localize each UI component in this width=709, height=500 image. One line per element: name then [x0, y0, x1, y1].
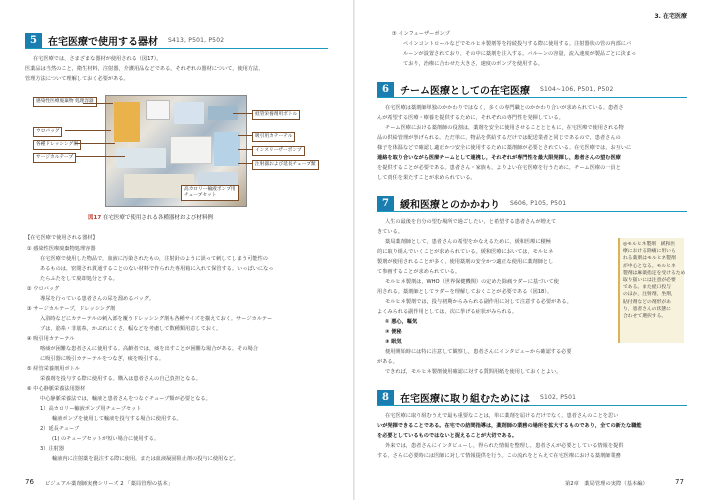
list-line: あるものは，密閉され貫通することのない材料で作られた専用箱に入れて保管する。いっぱいになっ — [40, 266, 274, 272]
page-number-left: 76 — [25, 478, 34, 486]
section6-line: 様子を体温などで確認し適正かつ安全に使用するために薬剤師が必要とされている。在宅医療では，お互いに — [377, 145, 632, 151]
list-line: ② ウロバッグ — [27, 286, 60, 292]
leader-line — [75, 143, 115, 144]
section-title: チーム医療としての在宅医療 — [400, 86, 530, 97]
section6-line: チーム医療における薬剤師の役割は，薬剤を安全に使用させることとともに，在宅医療で使用される物 — [385, 125, 624, 131]
section7-line: 薬局薬剤師として，患者さんの希望をかなえるために，緩和医療に積極 — [385, 239, 551, 245]
leader-line — [233, 113, 252, 114]
section7-line: 的に取り組んでいくことが求められている。緩和医療においては，モルヒネ — [377, 249, 554, 255]
leader-line — [238, 149, 252, 150]
sidenote-line: ◎モルヒネ製剤 緩和医 — [623, 242, 676, 247]
section7-line: 製剤が使用されることが多く，使用薬剤の安全かつ適正な使用に薬剤師とし — [377, 259, 554, 265]
list-line: 喀痰が困難な患者さんに使用する。高齢者では，痰を出すことが困難な場合がある。その場合 — [40, 346, 258, 352]
section8-line: いが発揮できることである。在宅での訪問指導は，薬剤師の業務の場所を拡大するものであり，全ての新たな職能 — [377, 423, 642, 429]
intro-line: 在宅医療では，さまざまな器材が使用される（図17）。 — [33, 56, 162, 62]
label-infuser-pump: インスリーザーポンプ — [252, 146, 305, 156]
leader-line — [65, 130, 111, 131]
section-refs: S104~106, P501, P502 — [540, 86, 614, 93]
label-dressing: 各種ドレッシング剤 — [33, 140, 81, 150]
label-suction-catheter: 吸引用カテーテル — [252, 132, 295, 142]
section-refs: S606, P105, P501 — [510, 200, 567, 207]
list-line: たらふたをして廃却処分とする。 — [40, 276, 118, 282]
label-surgical-tape: サージカルテープ — [33, 153, 76, 163]
section7-line: 便用開始時には特に注意して観察し，患者さんにインタビューから確認する必要 — [385, 349, 572, 355]
list-line: ① 感染性医療廃棄物処理容器 — [27, 246, 96, 252]
leader-line — [75, 156, 125, 157]
list-heading: 【在宅医療で使用される器材】 — [25, 235, 98, 241]
list-line: プは，筋糸・非筋糸，かぶれにくさ，幅などを考慮して数種類用意しておく。 — [40, 326, 222, 332]
bag-shape — [174, 102, 204, 124]
tube-set-shape — [170, 136, 212, 164]
list-line: 輸液ポンプを使用して輸液を投与する場合に使用する。 — [52, 416, 182, 422]
intro-line: 医薬品は当然のこと，衛生材料，注射器，介護用品などである。それぞれの器材について，使用方法， — [25, 66, 264, 72]
list-line: 在宅医療で使用した物品で，血液に汚染されたもの，注射針のように誤って刺してしまう可能性の — [40, 256, 268, 262]
section-title: 緩和医療とのかかわり — [400, 200, 500, 211]
section8-line: 外来では，患者さんにインタビューし，得られた情報を整理し，患者さんが必要としている情報を提供 — [385, 443, 624, 449]
label-syringe: 注射器および延長チューブ類 — [252, 160, 319, 170]
sidenote-line: 貼付剤などの剤形があ — [623, 299, 671, 305]
sidenote-line: 取り扱いには注意が必要 — [623, 278, 676, 284]
sidenote-line: り，患者さんの状態に — [623, 306, 671, 312]
section-title: 在宅医療で使用する器材 — [48, 37, 158, 48]
label-waste-container: 感染性医療廃棄物 処理容器 — [33, 97, 97, 107]
section7-line: できれば，モルヒネ製剤使用確認に対する質問用紙を使用しておくとよい。 — [385, 369, 562, 375]
leader-line — [83, 103, 113, 104]
section6-line: 品の供給管理が挙げられる。ただ単に，物品を供給するだけでは配送業者と同じであるので，患者さんの — [377, 135, 621, 141]
left-page — [0, 0, 353, 500]
syringe-pack-shape — [214, 132, 240, 166]
label-feeding-bottle: 経管栄養剤用ボトル — [252, 110, 300, 120]
dressing-shape — [116, 148, 166, 168]
pump-line: ペインコントロールなどでモルヒネ製剤等を持続投与する際に使用する。注射器状の管の内部にバ — [403, 41, 632, 47]
section8-line: 在宅医療に取り組むうえで最も重要なことは，単に薬剤を届けるだけでなく，患者さんのことを思い — [385, 413, 619, 419]
sidenote-line: が中心となる。モルヒネ — [623, 263, 676, 269]
list-line: 3）注射器 — [40, 446, 65, 452]
list-line: 1）高カロリー輸液ポンプ用チューブセット — [40, 406, 142, 412]
list-line: ⑥ 中心静脈栄養法用器材 — [27, 386, 86, 392]
section6-line: 連絡を取り合いながら医療チームとして連携し，それぞれが専門性を最大限発揮し，患者さんの望む医療 — [377, 155, 621, 161]
list-line: 導尿を行っている患者さんの尿を溜めるバッグ。 — [40, 296, 154, 302]
section-7-header — [377, 196, 687, 212]
leader-line — [238, 163, 252, 164]
side-effect-item: ③ 眠気 — [385, 339, 402, 345]
series-title: ビジュアル薬剤師実務シリーズ 2 「薬局管理の基本」 — [45, 481, 173, 487]
section-number: 8 — [377, 390, 394, 405]
list-line: 2）延長チューブ — [40, 426, 80, 432]
figure-number: 図17 — [88, 215, 102, 221]
section-number: 6 — [377, 82, 394, 97]
section7-line: て参画することが求められている。 — [377, 269, 461, 275]
page-number-right: 77 — [675, 478, 684, 486]
section-number: 7 — [377, 196, 394, 211]
section8-line: する，さらに必要時には医師に対して情報提供を行う。この流れをとらえて在宅医療における薬剤師業務 — [377, 453, 621, 459]
pump-line: ⑦ インフューザーポンプ — [392, 31, 450, 37]
list-line: に吸引器に吸引カテーテルをつなぎ，痰を吸引する。 — [40, 356, 165, 362]
chapter-footer: 第2章 薬局管理の実際（基本編） — [565, 481, 648, 487]
intro-line: 管理方法について理解しておく必要がある。 — [25, 76, 129, 82]
section7-line: モルヒネ製剤では，投与初期からみられる副作用に対して注意する必要がある。 — [385, 299, 572, 305]
side-effect-item: ① 悪心，嘔気 — [385, 319, 418, 325]
section-refs: S413, P501, P502 — [168, 37, 225, 44]
list-line: 入浴時などにカテーテルの刺入部を覆うドレッシング剤も各種サイズを揃えておく。サージカルテー — [40, 316, 273, 322]
list-line: ⑤ 経管栄養剤用ボトル — [27, 366, 80, 372]
section7-line: 用される。薬剤師としてラダーを理解しておくことが必要である（図18）。 — [377, 289, 553, 295]
section-8-header — [377, 390, 687, 406]
section6-line: して責任を果たすことが求められている。 — [377, 175, 476, 181]
pump-line: ルーンが設置されており，その中に薬剤を注入する。バルーンの容量，流入速度が製品ごとに決まっ — [403, 51, 637, 57]
sidenote-line: れる薬剤はモルヒネ製剤 — [623, 256, 676, 262]
list-line: 栄養剤を投与する際に使用する。購入は患者さんの自己負担となる。 — [40, 376, 201, 382]
right-page — [355, 0, 709, 500]
section7-line: きている。 — [377, 229, 403, 235]
list-line: ④ 吸引用カテーテル — [27, 336, 75, 342]
section7-line: よくみられる副作用としては，次に挙げる症状がみられる。 — [377, 309, 518, 315]
section6-line: を提供することが必要である。患者さん・家族も，よりよい在宅医療を行うために，チーム医療の一員と — [377, 165, 621, 171]
sidenote-line: 製剤は麻薬指定を受けるため — [623, 270, 686, 276]
figure-17 — [33, 95, 318, 208]
waste-container-shape — [114, 102, 140, 142]
sidenote-line: 療における除痛に用いら — [623, 249, 676, 255]
section-5-header — [25, 33, 328, 49]
section7-line: モルヒネ製剤は，WHO（世界保健機関）の定めた除痛ラダーに基づいて使 — [385, 279, 559, 285]
bottle-shape — [146, 100, 170, 120]
list-line: 中心静脈栄養法では，輸液と患者さんをつなぐチューブ類が必要となる。 — [40, 396, 211, 402]
side-effect-item: ② 便秘 — [385, 329, 402, 335]
morphine-sidenote — [618, 238, 684, 343]
section-refs: S102, P501 — [540, 394, 577, 401]
figure-caption — [88, 213, 213, 221]
list-line: 輸液内に注射薬を混注する際に使用。または血液凝固阻止剤の投与に使用など。 — [52, 456, 239, 462]
section6-line: 在宅医療は薬剤師単独のかかわりではなく，多くの専門職とのかかわり合いが求められている。患者さ — [385, 105, 624, 111]
list-line: (1) のチューブセットが短い場合に使用する。 — [52, 436, 160, 442]
figure-caption-text: 在宅医療で使用される各種器材および材料例 — [102, 215, 213, 221]
label-tube-set: 高カロリー輸液ポンプ用 チューブセット — [181, 185, 239, 201]
section7-line: がある。 — [377, 359, 398, 365]
leader-line — [238, 135, 252, 136]
section-title: 在宅医療に取り組むためには — [400, 394, 530, 405]
pump-line: ており，治療に合わせた大きさ，速度のポンプを使用する。 — [403, 61, 543, 67]
section7-line: 人生の最後を自分の望む場所で過ごしたい，と希望する患者さんが増えて — [385, 219, 557, 225]
section8-line: を必要としているものではないと捉えることが大切である。 — [377, 433, 518, 439]
list-line: ③ サージカルテープ，ドレッシング剤 — [27, 306, 116, 312]
sidenote-line: のほか，注射剤，坐剤， — [623, 292, 676, 298]
sidenote-line: 合わせて選択する。 — [623, 314, 667, 320]
chapter-tag: 3. 在宅医療 — [654, 13, 687, 20]
section6-line: んが希望する医療・療養を提供するために，それぞれの専門性を発揮している。 — [377, 115, 564, 121]
sidenote-line: である。また経口投与 — [623, 285, 671, 291]
section-number: 5 — [25, 33, 42, 48]
label-urobag: ウロバッグ — [33, 127, 62, 137]
section-6-header — [377, 82, 687, 98]
